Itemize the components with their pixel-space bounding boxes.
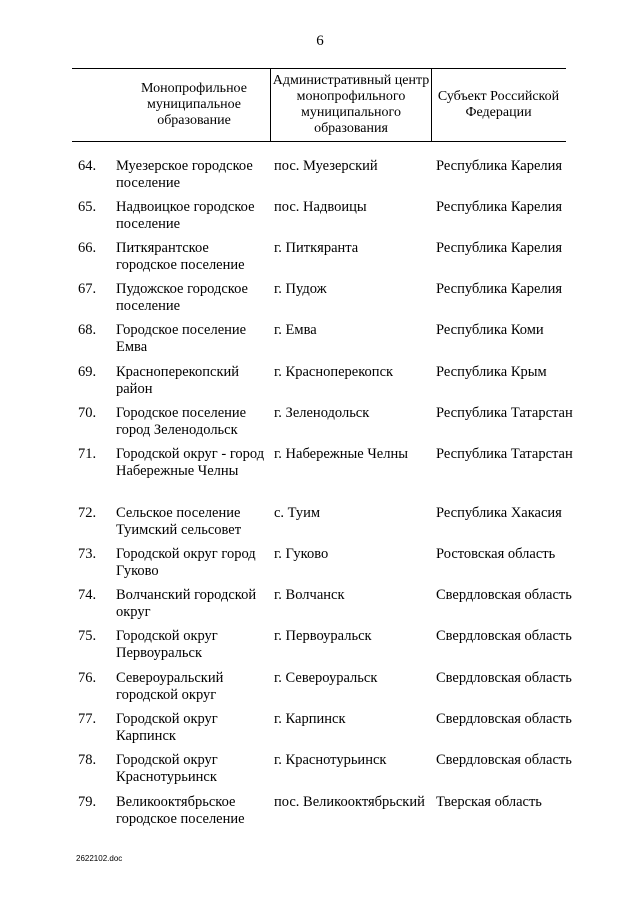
row-federal-subject: Республика Карелия <box>436 158 563 174</box>
row-municipality: Городской округ Первоуральск <box>116 628 218 661</box>
row-number: 78. <box>78 752 97 768</box>
row-federal-subject: Свердловская область <box>436 628 572 644</box>
header-municipality: Монопрофильное муниципальное образование <box>141 81 247 128</box>
row-number: 66. <box>78 240 97 256</box>
row-admin-center: пос. Муезерский <box>274 158 378 174</box>
row-municipality: Сельское поселение Туимский сельсовет <box>116 505 242 538</box>
row-federal-subject: Республика Карелия <box>436 199 563 215</box>
row-admin-center: г. Питкяранта <box>274 240 359 256</box>
row-number: 75. <box>78 628 97 644</box>
table-header <box>72 68 566 142</box>
row-number: 74. <box>78 587 97 603</box>
row-municipality: Великооктябрьское городское поселение <box>116 794 245 827</box>
row-municipality: Красноперекопский район <box>116 364 240 397</box>
header-federal-subject: Субъект Российской Федерации <box>437 89 560 120</box>
row-federal-subject: Республика Хакасия <box>436 505 562 521</box>
row-admin-center: г. Гуково <box>274 546 329 562</box>
row-number: 79. <box>78 794 97 810</box>
row-municipality: Североуральский городской округ <box>116 670 224 703</box>
row-admin-center: г. Красноперекопск <box>274 364 394 380</box>
row-admin-center: г. Пудож <box>274 281 327 297</box>
row-number: 64. <box>78 158 97 174</box>
row-municipality: Городской округ - город Набережные Челны <box>116 446 265 479</box>
row-admin-center: пос. Великооктябрьский <box>274 794 425 810</box>
row-admin-center: г. Зеленодольск <box>274 405 370 421</box>
row-number: 68. <box>78 322 97 338</box>
row-federal-subject: Свердловская область <box>436 752 572 768</box>
row-federal-subject: Республика Карелия <box>436 240 563 256</box>
row-number: 67. <box>78 281 97 297</box>
row-admin-center: г. Североуральск <box>274 670 378 686</box>
row-admin-center: с. Туим <box>274 505 321 521</box>
row-municipality: Муезерское городское поселение <box>116 158 253 191</box>
row-admin-center: пос. Надвоицы <box>274 199 367 215</box>
row-municipality: Городской округ Краснотурьинск <box>116 752 218 785</box>
row-admin-center: г. Набережные Челны <box>274 446 408 462</box>
row-admin-center: г. Карпинск <box>274 711 346 727</box>
row-federal-subject: Республика Карелия <box>436 281 563 297</box>
row-federal-subject: Республика Коми <box>436 322 544 338</box>
footer-filename: 2622102.doc <box>76 854 123 863</box>
row-municipality: Городской округ Карпинск <box>116 711 218 744</box>
row-municipality: Городское поселение Емва <box>116 322 247 355</box>
row-number: 65. <box>78 199 97 215</box>
row-admin-center: г. Краснотурьинск <box>274 752 387 768</box>
row-admin-center: г. Волчанск <box>274 587 345 603</box>
row-municipality: Питкярантское городское поселение <box>116 240 245 273</box>
row-federal-subject: Тверская область <box>436 794 542 810</box>
row-number: 70. <box>78 405 97 421</box>
page-number: 6 <box>316 33 324 49</box>
row-admin-center: г. Емва <box>274 322 317 338</box>
row-municipality: Городской округ город Гуково <box>116 546 256 579</box>
row-federal-subject: Ростовская область <box>436 546 556 562</box>
row-municipality: Волчанский городской округ <box>116 587 257 620</box>
row-municipality: Пудожское городское поселение <box>116 281 248 314</box>
row-federal-subject: Свердловская область <box>436 587 572 603</box>
row-number: 69. <box>78 364 97 380</box>
row-federal-subject: Республика Крым <box>436 364 547 380</box>
row-federal-subject: Республика Татарстан <box>436 446 573 462</box>
row-admin-center: г. Первоуральск <box>274 628 372 644</box>
row-federal-subject: Свердловская область <box>436 711 572 727</box>
row-number: 76. <box>78 670 97 686</box>
header-admin-center: Административный центр монопрофильного муниципального образования <box>270 69 432 141</box>
row-number: 72. <box>78 505 97 521</box>
row-number: 71. <box>78 446 97 462</box>
row-federal-subject: Свердловская область <box>436 670 572 686</box>
row-federal-subject: Республика Татарстан <box>436 405 573 421</box>
row-municipality: Городское поселение город Зеленодольск <box>116 405 247 438</box>
row-number: 77. <box>78 711 97 727</box>
row-number: 73. <box>78 546 97 562</box>
row-municipality: Надвоицкое городское поселение <box>116 199 255 232</box>
